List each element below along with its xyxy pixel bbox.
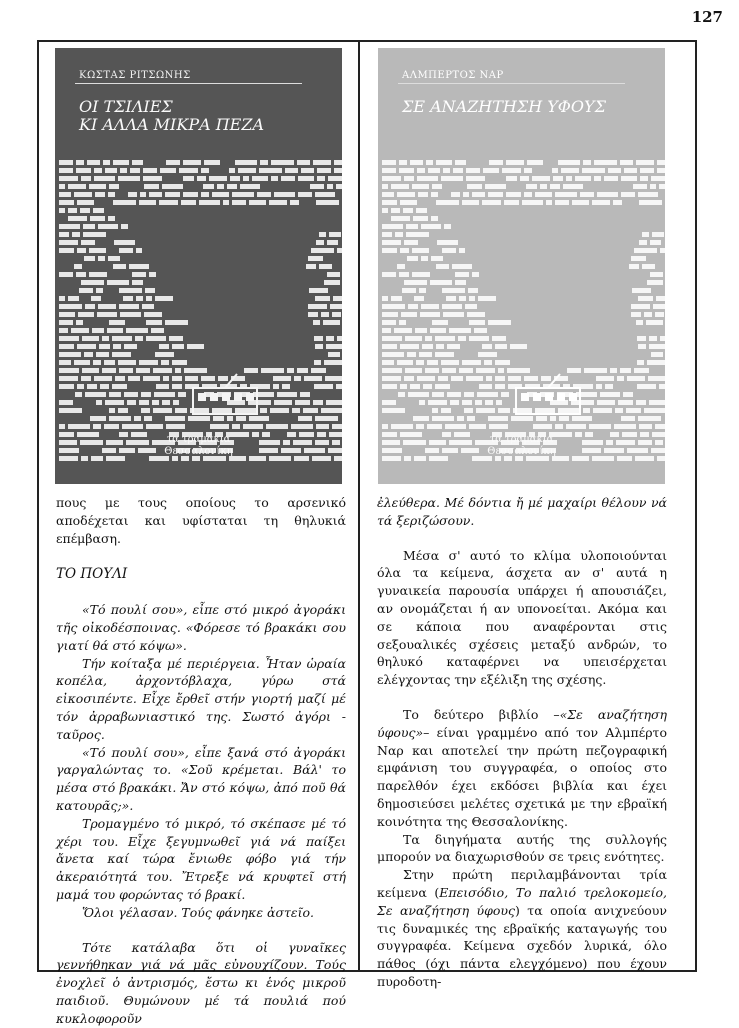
book-cover-nar bbox=[378, 48, 665, 484]
cover-series bbox=[55, 434, 342, 458]
quote-ending: ἐλεύθερα. Μέ δόντια ἤ μέ μαχαίρι θέλουν νά τά ξεριζώσουν. bbox=[377, 495, 667, 528]
series-name: τα τραμάκια bbox=[489, 434, 554, 445]
story-heading: ΤΟ ΠΟΥΛΙ bbox=[56, 566, 128, 583]
book-cover-ritsonis bbox=[55, 48, 342, 484]
right-text-column bbox=[377, 494, 667, 991]
cover-title bbox=[79, 98, 329, 134]
column-divider bbox=[358, 40, 360, 972]
book-title: «Σε αναζήτηση ύφους» bbox=[377, 706, 667, 740]
cover-author: ΑΛΜΠΕΡΤΟΣ ΝΑΡ bbox=[402, 70, 504, 81]
story-paragraph: Τότε κατάλαβα ὅτι οἱ γυναῖκες γεννήθηκαν γιά νά μᾶς εὐνουχίζουν. Τούς ἐνοχλεῖ ὁ ἀντρισμός, ἔστω κι ἑνός μικροῦ παιδιοῦ. Θυμώνουν μέ τά πουλιά πού κυκλοφοροῦν bbox=[56, 939, 346, 1026]
cover-series bbox=[378, 434, 665, 458]
review-paragraph bbox=[377, 706, 667, 831]
cover-rule bbox=[398, 83, 625, 84]
cover-author: ΚΩΣΤΑΣ ΡΙΤΣΩΝΗΣ bbox=[79, 70, 191, 81]
story-paragraph: «Τό πουλί σου», εἶπε ξανά στό ἀγοράκι γαργαλώντας το. «Σοῦ κρέμεται. Βάλ' το μέσα στό βρακάκι. Ἄν στό κόψω, ἀπό ποῦ θά κατουρᾶς;». bbox=[56, 744, 346, 813]
series-city: Θεσσαλονίκη bbox=[487, 446, 556, 457]
series-city: Θεσσαλονίκη bbox=[164, 446, 233, 457]
story-paragraph: Τήν κοίταξα μέ περιέργεια. Ἦταν ὡραία κοπέλα, ἀρχοντόβλαχα, γύρω στά εἰκοσιπέντε. Εἶχε ἔρθεῖ στήν γιορτή μαζί μέ τόν ἀρραβωνιαστικό της. Σωστό ἀγόρι - ταῦρος. bbox=[56, 655, 346, 742]
story-paragraph: Τρομαγμένο τό μικρό, τό σκέπασε μέ τό χέρι του. Εἶχε ξεγυμνωθεῖ γιά νά παίξει ἄνετα καί τώρα ἔνιωθε φόβο γιά τήν ἀκεραιότητά του. Ἔτρεξε νά κρυφτεῖ στή μαμά του φορώντας τό βρακί. bbox=[56, 815, 346, 902]
text-run: – είναι γραμμένο από τον Αλμπέρτο Ναρ και αποτελεί την πρώτη πεζογραφική εμφάνιση του συγγραφέα, ο οποίος στο παρελθόν έχει εκδόσει βιβλία και έχει δημοσιεύσει μελέτες σχετικά με την εβραϊκή κοινότητα της Θεσσαλονίκης. bbox=[377, 724, 667, 829]
story-titles: Επεισόδιο, Το παλιό τρελοκομείο, Σε αναζήτηση ύφους bbox=[377, 884, 667, 918]
page-number: 127 bbox=[691, 8, 723, 26]
text-run: Στην πρώτη περιλαμβάνονται τρία κείμενα ( bbox=[377, 867, 667, 900]
story-paragraph: «Τό πουλί σου», εἶπε στό μικρό ἀγοράκι τῆς οἰκοδέσποινας. «Φόρεσε τό βρακάκι σου γιατί θά στό κόψω». bbox=[56, 602, 346, 653]
cover-title bbox=[402, 98, 652, 116]
intro-paragraph: πους με τους οποίους το αρσενικό αποδέχεται και υφίσταται τη θηλυκιά επέμβαση. bbox=[56, 495, 346, 546]
text-run: Το δεύτερο βιβλίο – bbox=[403, 706, 560, 722]
review-paragraph: Τα διηγήματα αυτής της συλλογής μπορούν να διαχωρισθούν σε τρεις ενότητες. bbox=[377, 831, 667, 865]
review-paragraph: Μέσα σ' αυτό το κλίμα υλοποιούνται όλα τα κείμενα, άσχετα αν σ' αυτά η γυναικεία παρουσία υπάρχει ή απουσιάζει, αν ονομάζεται ή αν υπονοείται. Ακόμα και σε κάποια που αναφέρονται στις σεξουαλικές σχέσεις μεταξύ ανδρών, το θηλυκό καταφέρνει να υπεισέρχεται ελέγχοντας την εξέλιξη της σχέσης. bbox=[377, 547, 667, 688]
left-text-column bbox=[56, 494, 346, 1028]
cover-title-line: ΟΙ ΤΣΙΛΙΕΣ bbox=[79, 97, 173, 116]
cover-rule bbox=[75, 83, 302, 84]
review-paragraph bbox=[377, 866, 667, 991]
cover-title-line: ΚΙ ΑΛΛΑ ΜΙΚΡΑ ΠΕΖΑ bbox=[79, 115, 265, 134]
story-paragraph: Ὅλοι γέλασαν. Τούς φάνηκε ἀστεῖο. bbox=[82, 904, 315, 920]
cover-title-line: ΣΕ ΑΝΑΖΗΤΗΣΗ ΥΦΟΥΣ bbox=[402, 97, 606, 116]
text-run: ) τα οποία ανιχνεύουν τις δυναμικές της εβραϊκής καταγωγής του συγγραφέα. Κείμενα σχεδόν λυρικά, όλο πάθος (όχι πάντα ελεγχόμενο) που έχουν πυροδοτη- bbox=[377, 902, 667, 989]
series-name: τα τραμάκια bbox=[166, 434, 231, 445]
